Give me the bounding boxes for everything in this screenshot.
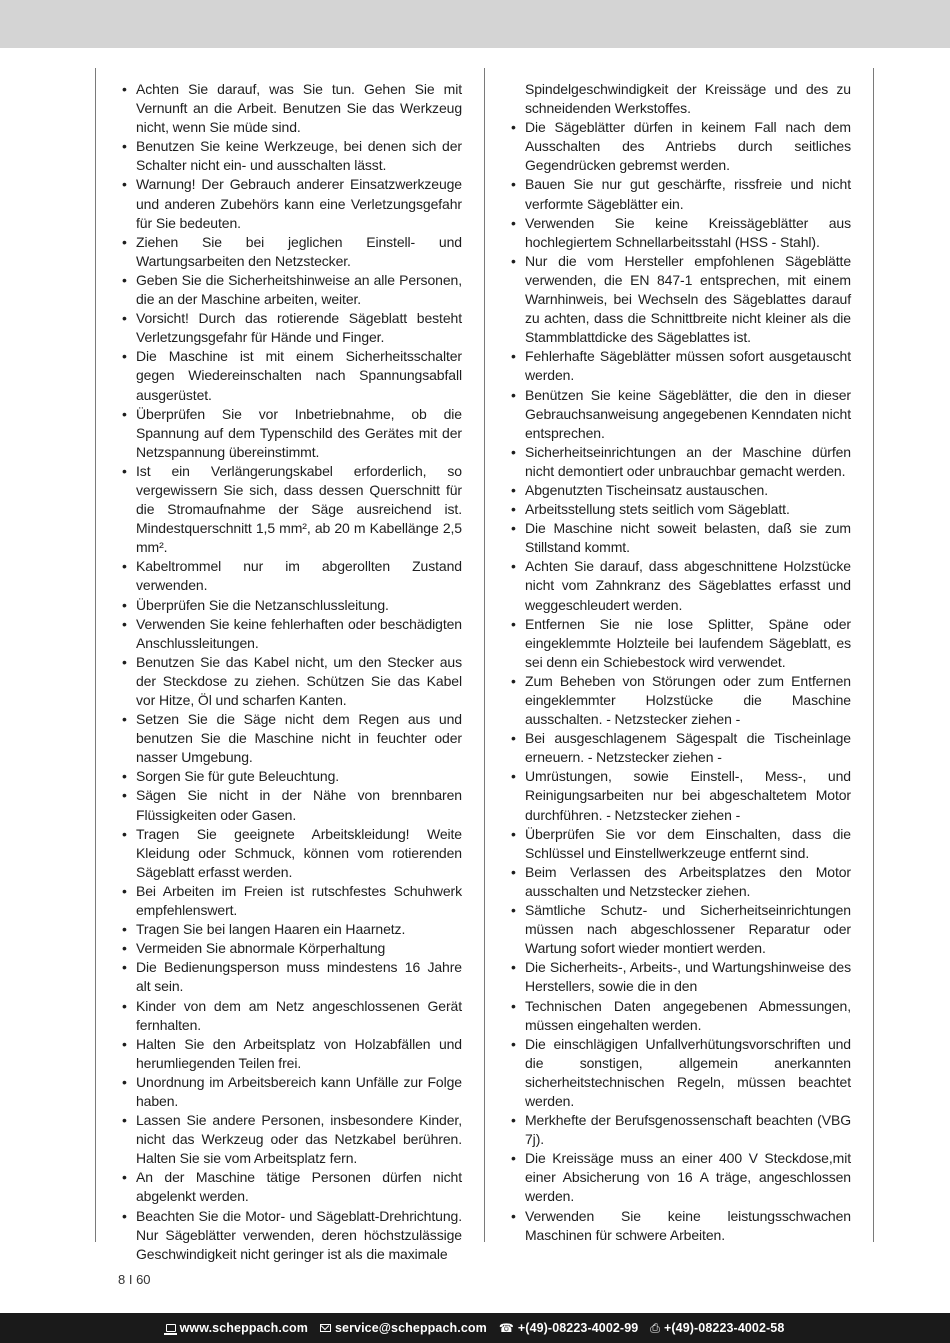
- list-item: • Die Maschine ist mit einem Sicherheitsschalter gegen Wiedereinschalten nach Spannungsabfall ausgerüstet.: [120, 347, 462, 404]
- list-item: • Kabeltrommel nur im abgerollten Zustand verwenden.: [120, 557, 462, 595]
- list-item: Spindelgeschwindigkeit der Kreissäge und des zu schneidenden Werkstoffes.: [525, 81, 851, 117]
- website-text: www.scheppach.com: [179, 1321, 308, 1335]
- phone-icon: ☎: [498, 1321, 514, 1335]
- list-item: • Unordnung im Arbeitsbereich kann Unfälle zur Folge haben.: [120, 1073, 462, 1111]
- list-item: • Beachten Sie die Motor- und Sägeblatt-Drehrichtung. Nur Sägeblätter verwenden, deren höchstzulässige Geschwindigkeit nicht geringer ist als die maximale: [120, 1207, 462, 1264]
- list-item: • Tragen Sie geeignete Arbeitskleidung! Weite Kleidung oder Schmuck, können vom rotierenden Sägeblatt erfasst werden.: [120, 825, 462, 882]
- list-item: • Vorsicht! Durch das rotierende Sägeblatt besteht Verletzungsgefahr für Hände und Finger.: [120, 309, 462, 347]
- list-item: • Verwenden Sie keine Kreissägeblätter aus hochlegiertem Schnellarbeitsstahl (HSS - Stahl).: [509, 214, 851, 252]
- mail-icon: [320, 1324, 331, 1332]
- list-item: • Ist ein Verlängerungskabel erforderlich, so vergewissern Sie sich, dass dessen Querschnitt für die Stromaufnahme der Säge ausreichend ist. Mindestquerschnitt 1,5 mm², ab 20 m Kabellänge 2,5 mm².: [120, 462, 462, 557]
- list-item: • Die Sägeblätter dürfen in keinem Fall nach dem Ausschalten des Antriebs durch seitliches Gegendrücken gebremst werden.: [509, 118, 851, 175]
- list-item: • Achten Sie darauf, dass abgeschnittene Holzstücke nicht vom Zahnkranz des Sägeblattes erfasst und weggeschleudert werden.: [509, 557, 851, 614]
- list-item: • Beim Verlassen des Arbeitsplatzes den Motor ausschalten und Netzstecker ziehen.: [509, 863, 851, 901]
- list-item: • Verwenden Sie keine leistungsschwachen Maschinen für schwere Arbeiten.: [509, 1207, 851, 1245]
- footer-email[interactable]: [320, 1321, 487, 1335]
- list-item: • Zum Beheben von Störungen oder zum Entfernen eingeklemmter Holzstücke die Maschine ausschalten. - Netzstecker ziehen -: [509, 672, 851, 729]
- right-column-safety-list: [509, 80, 851, 1245]
- list-item: • Sägen Sie nicht in der Nähe von brennbaren Flüssigkeiten oder Gasen.: [120, 786, 462, 824]
- right-margin-rule: [873, 68, 874, 1242]
- left-margin-rule: [95, 68, 96, 1242]
- list-item: • Kinder von dem am Netz angeschlossenen Gerät fernhalten.: [120, 997, 462, 1035]
- phone-text: +(49)-08223-4002-99: [517, 1321, 639, 1335]
- footer-fax: [650, 1321, 784, 1336]
- list-item: • Überprüfen Sie vor Inbetriebnahme, ob die Spannung auf dem Typenschild des Gerätes mit der Netzspannung übereinstimmt.: [120, 405, 462, 462]
- footer-website[interactable]: [166, 1321, 308, 1335]
- list-item: • Die Maschine nicht soweit belasten, daß sie zum Stillstand kommt.: [509, 519, 851, 557]
- list-item: • Die Bedienungsperson muss mindestens 16 Jahre alt sein.: [120, 958, 462, 996]
- list-item: • Entfernen Sie nie lose Splitter, Späne oder eingeklemmte Holzteile bei laufendem Sägeblatt, es sei denn ein Schiebestock wird verwendet.: [509, 615, 851, 672]
- list-item: • An der Maschine tätige Personen dürfen nicht abgelenkt werden.: [120, 1168, 462, 1206]
- list-item: • Benutzen Sie das Kabel nicht, um den Stecker aus der Steckdose zu ziehen. Schützen Sie das Kabel vor Hitze, Öl und scharfen Kanten.: [120, 653, 462, 710]
- list-item: • Die Kreissäge muss an einer 400 V Steckdose,mit einer Absicherung von 16 A träge, angeschlossen werden.: [509, 1149, 851, 1206]
- list-item: • Achten Sie darauf, was Sie tun. Gehen Sie mit Vernunft an die Arbeit. Benutzen Sie das Werkzeug nicht, wenn Sie müde sind.: [120, 80, 462, 137]
- list-item: • Bei ausgeschlagenem Sägespalt die Tischeinlage erneuern. - Netzstecker ziehen -: [509, 729, 851, 767]
- footer-bar: [0, 1313, 950, 1343]
- fax-icon: ⎙: [650, 1320, 660, 1335]
- list-item: • Sorgen Sie für gute Beleuchtung.: [120, 767, 462, 786]
- list-item: • Überprüfen Sie vor dem Einschalten, dass die Schlüssel und Einstellwerkzeuge entfernt sind.: [509, 825, 851, 863]
- list-item: • Bauen Sie nur gut geschärfte, rissfreie und nicht verformte Sägeblätter ein.: [509, 175, 851, 213]
- computer-icon: [166, 1324, 176, 1332]
- left-column-safety-list: [120, 80, 462, 1264]
- list-item: • Nur die vom Hersteller empfohlenen Sägeblätte verwenden, die EN 847-1 entsprechen, mit einem Warnhinweis, bei Wechseln des Sägeblattes darauf zu achten, dass die Schnittbreite nicht kleiner als die Stammblattdicke des Sägeblattes ist.: [509, 252, 851, 347]
- list-item: • Ziehen Sie bei jeglichen Einstell- und Wartungsarbeiten den Netzstecker.: [120, 233, 462, 271]
- list-item: • Fehlerhafte Sägeblätter müssen sofort ausgetauscht werden.: [509, 347, 851, 385]
- list-item: • Technischen Daten angegebenen Abmessungen, müssen eingehalten werden.: [509, 997, 851, 1035]
- list-item: • Die einschlägigen Unfallverhütungsvorschriften und die sonstigen, allgemein anerkannten sicherheitstechnischen Regeln, müssen beachtet werden.: [509, 1035, 851, 1111]
- list-item: • Benützen Sie keine Sägeblätter, die den in dieser Gebrauchsanweisung angegebenen Kenndaten nicht entsprechen.: [509, 386, 851, 443]
- list-item: • Arbeitsstellung stets seitlich vom Sägeblatt.: [509, 500, 851, 519]
- page-number: 8 I 60: [118, 1272, 151, 1287]
- list-item: • Lassen Sie andere Personen, insbesondere Kinder, nicht das Werkzeug oder das Netzkabel berühren. Halten Sie sie vom Arbeitsplatz fern.: [120, 1111, 462, 1168]
- list-item: • Sicherheitseinrichtungen an der Maschine dürfen nicht demontiert oder unbrauchbar gemacht werden.: [509, 443, 851, 481]
- list-item: • Merkhefte der Berufsgenossenschaft beachten (VBG 7j).: [509, 1111, 851, 1149]
- list-item: • Tragen Sie bei langen Haaren ein Haarnetz.: [120, 920, 462, 939]
- list-item: • Die Sicherheits-, Arbeits-, und Wartungshinweise des Herstellers, sowie die in den: [509, 958, 851, 996]
- fax-text: +(49)-08223-4002-58: [664, 1321, 785, 1335]
- email-text: service@scheppach.com: [334, 1321, 487, 1335]
- list-item: • Benutzen Sie keine Werkzeuge, bei denen sich der Schalter nicht ein- und ausschalten lässt.: [120, 137, 462, 175]
- list-item: • Bei Arbeiten im Freien ist rutschfestes Schuhwerk empfehlenswert.: [120, 882, 462, 920]
- footer-phone: [499, 1321, 638, 1335]
- list-item: • Umrüstungen, sowie Einstell-, Mess-, und Reinigungsarbeiten nur bei abgeschaltetem Motor durchführen. - Netzstecker ziehen -: [509, 767, 851, 824]
- header-band: [0, 0, 950, 48]
- list-item: • Warnung! Der Gebrauch anderer Einsatzwerkzeuge und anderen Zubehörs kann eine Verletzungsgefahr für Sie bedeuten.: [120, 175, 462, 232]
- list-item: • Halten Sie den Arbeitsplatz von Holzabfällen und herumliegenden Teilen frei.: [120, 1035, 462, 1073]
- list-item: • Abgenutzten Tischeinsatz austauschen.: [509, 481, 851, 500]
- list-item: • Verwenden Sie keine fehlerhaften oder beschädigten Anschlussleitungen.: [120, 615, 462, 653]
- column-divider-rule: [484, 68, 485, 1242]
- list-item: • Setzen Sie die Säge nicht dem Regen aus und benutzen Sie die Maschine nicht in feuchter oder nasser Umgebung.: [120, 710, 462, 767]
- list-item: • Überprüfen Sie die Netzanschlussleitung.: [120, 596, 462, 615]
- list-item: • Sämtliche Schutz- und Sicherheitseinrichtungen müssen nach abgeschlossener Reparatur oder Wartung sofort wieder montiert werden.: [509, 901, 851, 958]
- list-item: • Vermeiden Sie abnormale Körperhaltung: [120, 939, 462, 958]
- list-item: • Geben Sie die Sicherheitshinweise an alle Personen, die an der Maschine arbeiten, weiter.: [120, 271, 462, 309]
